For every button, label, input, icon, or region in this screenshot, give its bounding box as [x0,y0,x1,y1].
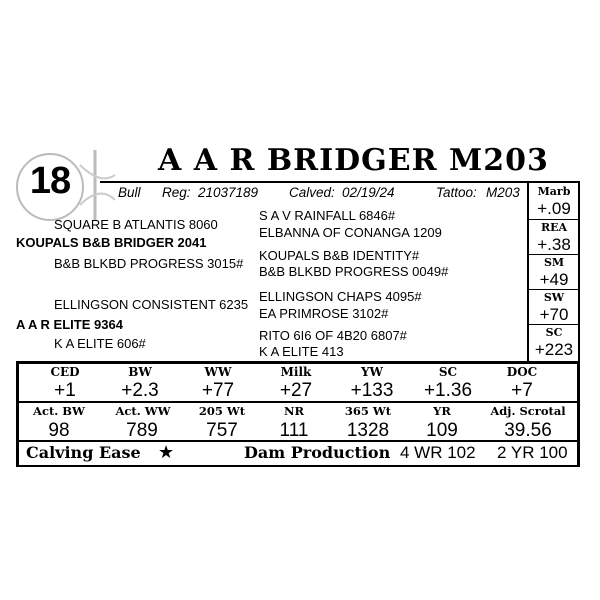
epd-value-ced: +1 [54,380,76,401]
lot-number: 18 [29,160,71,202]
sire-sire: SQUARE B ATLANTIS 8060 [54,217,218,232]
actual-value-adj-scrotal: 39.56 [504,420,552,441]
card-bottom-rule [16,465,580,467]
dam: A A R ELITE 9364 [16,317,123,332]
carcass-value-marb: +.09 [537,199,571,218]
sire: KOUPALS B&B BRIDGER 2041 [16,235,207,250]
sire-dam-sire: KOUPALS B&B IDENTITY# [259,248,420,263]
actual-label-yr: YR [433,404,451,418]
epd-value-sc: +1.36 [423,380,473,401]
sire-dam-dam: B&B BLKBD PROGRESS 0049# [259,264,449,279]
actual-label-nr: NR [283,404,305,418]
epd-value-yw: +133 [350,380,394,401]
carcass-value-sm: +49 [539,270,569,289]
calved-date: 02/19/24 [342,185,395,200]
dam-sire-sire: ELLINGSON CHAPS 4095# [259,289,422,304]
animal-name: A A R BRIDGER M203 [158,143,549,178]
actual-label-bw: Act. BW [33,404,85,418]
epd-top-rule [16,361,580,364]
actual-value-205wt: 757 [206,420,238,441]
actual-value-bw: 98 [48,420,70,441]
actual-label-ww: Act. WW [115,404,171,418]
epd-right-rule [577,361,580,467]
dam-dam-sire: RITO 6I6 OF 4B20 6807# [259,328,407,343]
dam-production-label: Dam Production [244,443,391,462]
reg-number: 21037189 [198,185,259,200]
actual-value-yr: 109 [426,420,458,441]
epd-label-yw: YW [360,365,384,379]
carcass-divider [527,219,580,220]
epd-value-bw: +2.3 [121,380,159,401]
actual-label-adj-scrotal: Adj. Scrotal [490,404,566,418]
actual-value-ww: 789 [126,420,158,441]
dam-dam: K A ELITE 606# [54,336,146,351]
carcass-value-rea: +.38 [537,235,571,254]
epd-label-milk: Milk [280,365,312,379]
dam-sire: ELLINGSON CONSISTENT 6235 [54,297,249,312]
epd-label-ww: WW [204,365,232,379]
dam-production-yr: 2 YR 100 [497,443,568,462]
calved-label: Calved: [289,185,335,200]
sex-label: Bull [118,185,141,200]
sire-sire-dam: ELBANNA OF CONANGA 1209 [259,225,442,240]
carcass-label-marb: Marb [537,185,571,198]
dam-production-wr: 4 WR 102 [400,443,476,462]
tattoo-label: Tattoo: [436,185,477,200]
actual-label-365wt: 365 Wt [344,404,392,418]
carcass-label-sm: SM [543,256,565,269]
dam-dam-dam: K A ELITE 413 [259,344,344,359]
reg-label: Reg: [162,185,191,200]
dam-sire-dam: EA PRIMROSE 3102# [259,306,389,321]
actual-label-205wt: 205 Wt [198,404,246,418]
carcass-value-sw: +70 [539,305,569,324]
title-rule [100,181,580,183]
epd-label-bw: BW [128,365,152,379]
epd-value-ww: +77 [201,380,235,401]
carcass-label-rea: REA [540,221,568,234]
sire-sire-sire: S A V RAINFALL 6846# [259,208,396,223]
calving-ease-star-icon: ★ [158,442,175,462]
carcass-label-sc: SC [545,326,563,339]
epd-label-sc: SC [438,365,458,379]
epd-value-doc: +7 [511,380,533,401]
sire-dam: B&B BLKBD PROGRESS 3015# [54,256,244,271]
tattoo-value: M203 [486,185,520,200]
epd-value-milk: +27 [279,380,313,401]
actual-value-365wt: 1328 [346,420,390,441]
epd-label-doc: DOC [506,365,538,379]
epd-left-rule [16,361,19,467]
carcass-value-sc: +223 [534,340,574,359]
calving-ease-label: Calving Ease [26,443,141,462]
carcass-label-sw: SW [543,291,565,304]
epd-label-ced: CED [50,365,80,379]
actual-value-nr: 111 [279,420,309,441]
